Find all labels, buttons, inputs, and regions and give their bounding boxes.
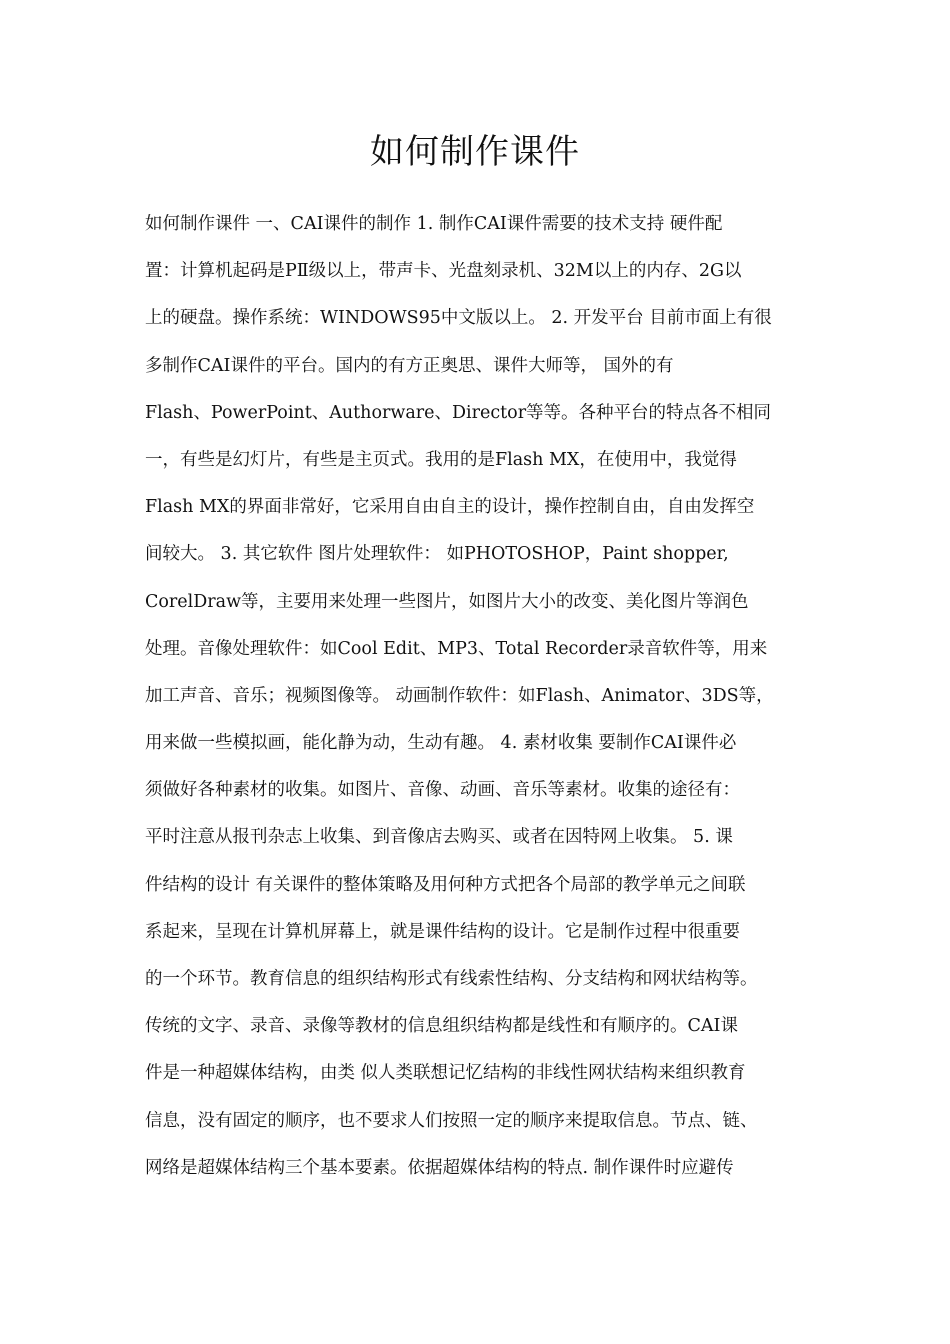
body-line: 系起来，呈现在计算机屏幕上，就是课件结构的设计。它是制作过程中很重要 (145, 921, 740, 942)
body-line: CorelDraw等，主要用来处理一些图片，如图片大小的改变、美化图片等润色 (145, 591, 749, 612)
body-line: 一，有些是幻灯片，有些是主页式。我用的是Flash MX，在使用中，我觉得 (145, 449, 737, 470)
body-line: 件结构的设计 有关课件的整体策略及用何种方式把各个局部的教学单元之间联 (145, 874, 746, 895)
body-line: 的一个环节。教育信息的组织结构形式有线索性结构、分支结构和网状结构等。 (145, 969, 758, 989)
body-line: 用来做一些模拟画，能化静为动，生动有趣。 4. 素材收集 要制作CAI课件必 (145, 733, 737, 754)
body-line: 网络是超媒体结构三个基本要素。依据超媒体结构的特点. 制作课件时应避传 (145, 1157, 734, 1178)
body-line: Flash MX的界面非常好，它采用自由自主的设计，操作控制自由，自由发挥空 (145, 497, 755, 518)
body-line: 置：计算机起码是PⅡ级以上，带声卡、光盘刻录机、32M以上的内存、2G以 (145, 261, 742, 282)
body-line: 如何制作课件 一、CAI课件的制作 1. 制作CAI课件需要的技术支持 硬件配 (145, 214, 723, 234)
body-line: 多制作CAI课件的平台。国内的有方正奥思、课件大师等， 国外的有 (145, 355, 674, 376)
body-line: 处理。音像处理软件：如Cool Edit、MP3、Total Recorder录音软件等，用来 (145, 638, 768, 659)
body-line: 间较大。 3. 其它软件 图片处理软件： 如PHOTOSHOP，Paint shopper, (145, 544, 729, 565)
body-line: 信息，没有固定的顺序，也不要求人们按照一定的顺序来提取信息。节点、链、 (145, 1110, 758, 1131)
body-line: 上的硬盘。操作系统：WINDOWS95中文版以上。 2. 开发平台 目前市面上有很 (145, 308, 772, 329)
body-line: 须做好各种素材的收集。如图片、音像、动画、音乐等素材。收集的途径有： (145, 780, 740, 801)
body-line: 平时注意从报刊杂志上收集、到音像店去购买、或者在因特网上收集。 5. 课 (145, 827, 733, 848)
document-title: 如何制作课件 (370, 132, 580, 172)
body-line: Flash、PowerPoint、Authorware、Director等等。各种平台的特点各不相同 (145, 402, 772, 423)
body-line: 加工声音、音乐；视频图像等。 动画制作软件：如Flash、Animator、3DS等， (145, 685, 774, 706)
document-body (145, 204, 825, 1195)
body-line: 传统的文字、录音、录像等教材的信息组织结构都是线性和有顺序的。CAI课 (145, 1016, 738, 1037)
body-line: 件是一种超媒体结构，由类 似人类联想记忆结构的非线性网状结构来组织教育 (145, 1063, 746, 1084)
